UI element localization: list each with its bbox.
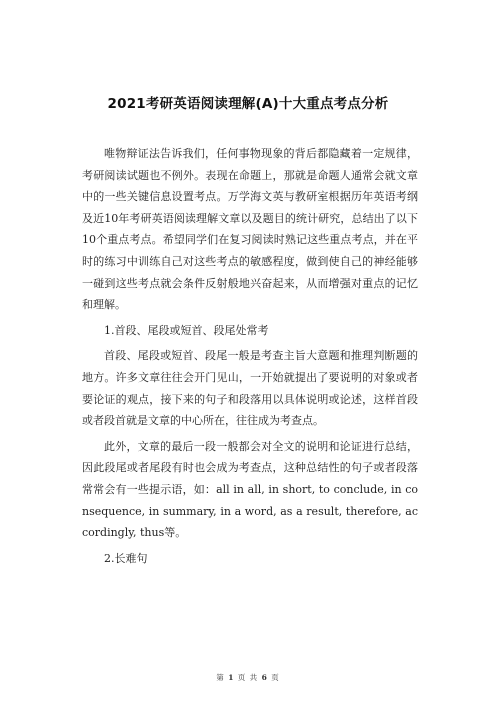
section-1-paragraph-1: 首段、尾段或短首、段尾一般是考查主旨大意题和推理判断题的地方。许多文章往往会开门见山，一开始就提出了要说明的对象或者要论证的观点，接下来的句子和段落用以具体说明或论述，这样首段或者段首就是文章的中心所在，往往成为考查点。: [82, 349, 418, 428]
section-1-paragraph-2: 此外，文章的最后一段一般都会对全文的说明和论证进行总结，因此段尾或者尾段有时也会成为考查点，这种总结性的句子或者段落常常会有一些提示语，如：all in all, in short, to conclude, in consequence, in summary, in a word, as a result, therefore, accordingly, thus等。: [82, 439, 418, 540]
footer-page-number: 1: [228, 673, 235, 682]
footer-prefix: 第: [216, 673, 225, 682]
footer-suffix: 页: [271, 673, 280, 682]
document-title: 2021考研英语阅读理解(A)十大重点考点分析: [107, 96, 389, 112]
footer-total-pages: 6: [261, 673, 268, 682]
footer-middle: 页 共: [237, 673, 259, 682]
document-body: [82, 143, 418, 573]
section-heading-1: 1.首段、尾段或短首、段尾处常考: [104, 323, 269, 337]
page-footer: [0, 672, 496, 683]
intro-paragraph: 唯物辩证法告诉我们，任何事物现象的背后都隐藏着一定规律，考研阅读试题也不例外。表现在命题上，那就是命题人通常会就文章中的一些关键信息设置考点。万学海文英与教研室根据历年英语考纲及近10年考研英语阅读理解文章以及题目的统计研究，总结出了以下10个重点考点。希望同学们在复习阅读时熟记这些重点考点，并在平时的练习中训练自己对这些考点的敏感程度，做到使自己的神经能够一碰到这些考点就会条件反射般地兴奋起来，从而增强对重点的记忆和理解。: [82, 147, 418, 312]
section-heading-2: 2.长难句: [104, 551, 148, 565]
